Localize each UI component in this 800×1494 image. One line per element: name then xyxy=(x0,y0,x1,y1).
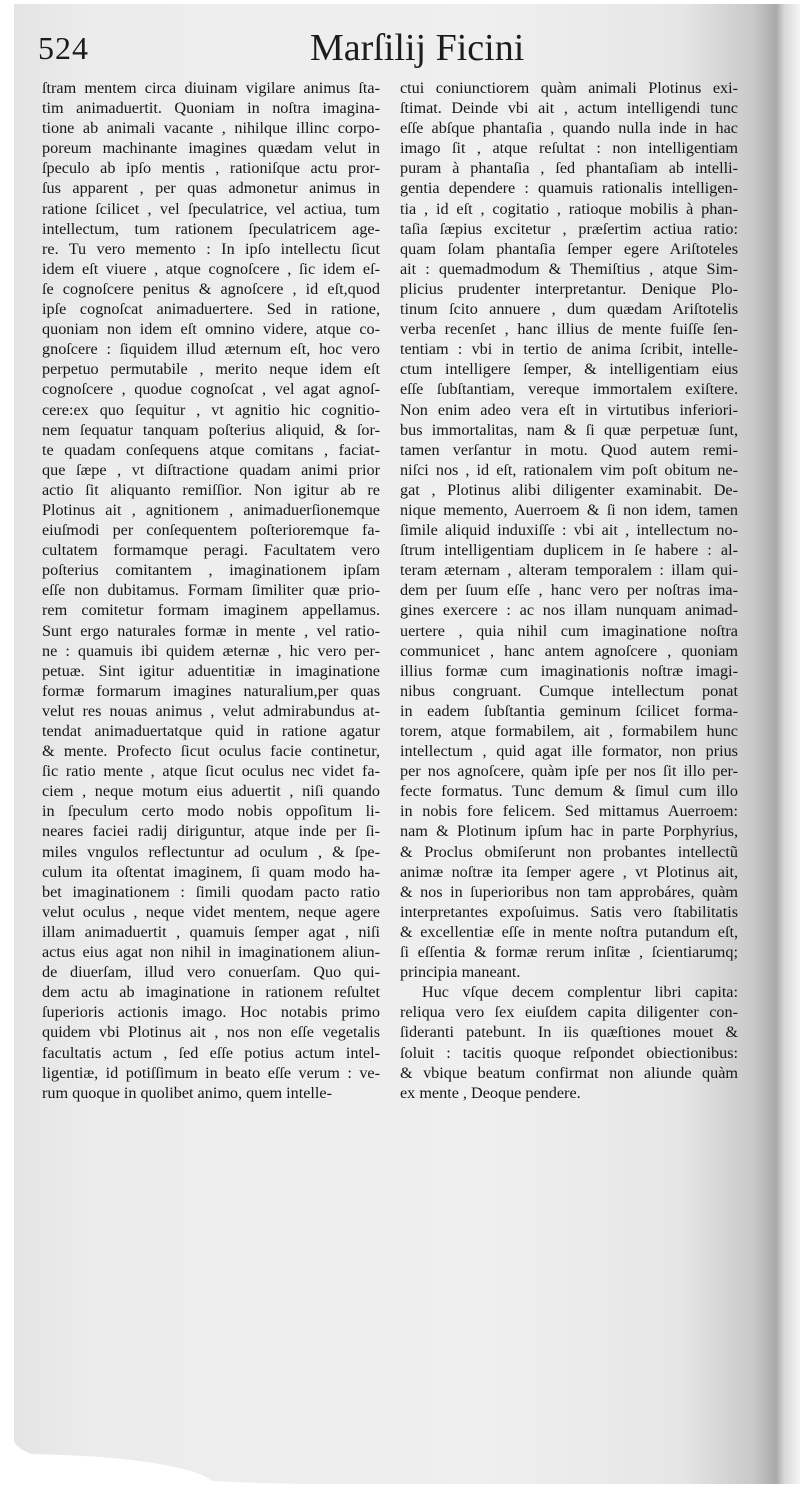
text-line: perpetuo permutabile , merito neque idem eſt xyxy=(42,360,380,379)
text-line: illius formæ cum imaginationis noſtræ imagi- xyxy=(400,661,738,680)
text-line: velut res nouas animus , velut admirabundus at- xyxy=(42,701,380,720)
text-line: velut oculus , neque videt mentem, neque agere xyxy=(42,902,380,921)
text-line: eſſe abſque phantaſia , quando nulla inde in hac xyxy=(400,119,738,138)
text-line: quidem vbi Plotinus ait , nos non eſſe vegetalis xyxy=(42,1023,380,1042)
text-line: Non enim adeo vera eſt in virtutibus inferiori- xyxy=(400,400,738,419)
text-line: bet imaginationem : ſimili quodam pacto ratio xyxy=(42,882,380,901)
text-line: neares faciei radij diriguntur, atque inde per ſi- xyxy=(42,822,380,841)
text-line: ctum intelligere ſemper, & intelligentiam eius xyxy=(400,360,738,379)
text-line: ſus apparent , per quas admonetur animus in xyxy=(42,179,380,198)
text-line: ratione ſcilicet , vel ſpeculatrice, vel actiua, tum xyxy=(42,199,380,218)
text-line: rum quoque in quolibet animo, quem intelle- xyxy=(42,1083,332,1102)
page-header xyxy=(0,22,800,72)
page-number: 524 xyxy=(38,30,89,66)
text-line: & mente. Profecto ſicut oculus facie continetur, xyxy=(42,742,380,761)
text-line: interpretantes expoſuimus. Satis vero ſtabilitatis xyxy=(400,902,738,921)
text-line: actus eius agat non nihil in imaginationem aliun- xyxy=(42,943,380,962)
text-line: intellectum , quid agat ille formator, non prius xyxy=(400,742,738,761)
text-line: de diuerſam, illud vero conuerſam. Quo qui- xyxy=(42,963,380,982)
text-line: tamen verſantur in motu. Quod autem remi- xyxy=(400,440,738,459)
text-line: & nos in ſuperioribus non tam approbáres, quàm xyxy=(400,882,738,901)
text-line: imago ſit , atque reſultat : non intelligentiam xyxy=(400,139,738,158)
text-line: puram à phantaſia , ſed phantaſiam ab intelli- xyxy=(400,159,738,178)
text-line: ciem , neque motum eius aduertit , niſi quando xyxy=(42,782,380,801)
text-line: principia maneant. xyxy=(400,963,521,982)
torn-page-edge xyxy=(14,1454,214,1494)
text-line: ſtimat. Deinde vbi ait , actum intelligendi tunc xyxy=(400,99,738,118)
text-line: miles vngulos reflectuntur ad oculum , & ſpe- xyxy=(42,842,380,861)
text-line: & excellentiæ eſſe in mente noſtra putandum eſt, xyxy=(400,922,738,941)
text-line: ſpeculo ab ipſo mentis , rationiſque actu pror- xyxy=(42,159,380,178)
text-line: plicius prudenter interpretantur. Denique Plo- xyxy=(400,279,738,298)
text-line: ſic ratio mente , atque ſicut oculus nec videt fa- xyxy=(42,762,380,781)
text-line: in ſpeculum certo modo nobis oppoſitum li- xyxy=(42,802,380,821)
text-line: in eadem ſubſtantia geminum ſcilicet forma- xyxy=(400,701,738,720)
text-line: tia , id eſt , cogitatio , ratioque mobilis à phan- xyxy=(400,199,738,218)
text-line: fecte formatus. Tunc demum & ſimul cum illo xyxy=(400,782,738,801)
text-line: ſtram mentem circa diuinam vigilare animus ſta- xyxy=(42,79,380,97)
text-line: formæ formarum imagines naturalium,per quas xyxy=(42,681,380,700)
text-line: te quadam conſequens atque comitans , faciat- xyxy=(42,440,380,459)
text-line: tentiam : vbi in tertio de anima ſcribit, intelle- xyxy=(400,340,738,359)
text-line: uertere , quia nihil cum imaginatione noſtra xyxy=(400,621,738,640)
text-line: poſterius comitantem , imaginationem ipſam xyxy=(42,561,380,580)
text-line: cere:ex quo ſequitur , vt agnitio hic cognitio- xyxy=(42,400,380,419)
text-line: torem, atque formabilem, ait , formabilem hunc xyxy=(400,722,738,740)
text-line: gines exercere : ac nos illam nunquam animad- xyxy=(400,601,738,620)
text-line: actio ſit aliquanto remiſſior. Non igitur ab re xyxy=(42,480,380,499)
text-line: intellectum, tum rationem ſpeculatricem age- xyxy=(42,219,380,238)
text-line: tinum ſcito annuere , dum quædam Ariſtotelis xyxy=(400,300,738,319)
text-line: ſoluit : tacitis quoque reſpondet obiectionibus: xyxy=(400,1043,738,1062)
text-line: animæ noſtræ ita ſemper agere , vt Plotinus ait, xyxy=(400,862,738,881)
text-line: tim animaduertit. Quoniam in noſtra imagina- xyxy=(42,99,380,118)
running-title: Marſilij Ficini xyxy=(310,27,525,69)
text-line: verba recenſet , hanc illius de mente fuiſſe ſen- xyxy=(400,320,738,339)
text-line: nibus congruant. Cumque intellectum ponat xyxy=(400,681,738,700)
text-line: gentia dependere : quamuis rationalis intelligen- xyxy=(400,179,738,198)
text-line: gat , Plotinus alibi diligenter examinabit. De- xyxy=(400,480,738,499)
text-line: ipſe cognoſcat animaduertere. Sed in ratione, xyxy=(42,300,380,319)
text-line: ligentiæ, id potiſſimum in beato eſſe verum : ve- xyxy=(42,1063,380,1082)
text-line: rem comitetur formam imaginem appellamus. xyxy=(42,601,380,620)
text-line: illam animaduertit , quamuis ſemper agat , niſi xyxy=(42,922,380,941)
text-line: eiuſmodi per conſequentem poſterioremque fa- xyxy=(42,521,380,540)
text-line: que ſæpe , vt diſtractione quadam animi prior xyxy=(42,460,380,479)
text-line: culum ita oſtentat imaginem, ſi quam modo ha- xyxy=(42,862,380,881)
right-text-column xyxy=(400,78,738,1103)
left-text-column xyxy=(42,78,380,1103)
text-line: ctui coniunctiorem quàm animali Plotinus exi- xyxy=(400,79,738,97)
text-line: taſia ſæpius excitetur , præſertim actiua ratio: xyxy=(400,219,738,238)
text-line: quam ſolam phantaſia ſemper egere Ariſtoteles xyxy=(400,239,738,258)
text-line: dem actu ab imaginatione in rationem reſultet xyxy=(42,983,380,1002)
text-line: ſi eſſentia & formæ rerum inſitæ , ſcientiarumq; xyxy=(400,943,738,962)
text-line: facultatis actum , ſed eſſe potius actum intel- xyxy=(42,1043,380,1062)
text-line: reliqua vero ſex eiuſdem capita diligenter con- xyxy=(400,1003,738,1022)
text-line: eſſe non dubitamus. Formam ſimiliter quæ prio- xyxy=(42,581,380,600)
text-line: Sunt ergo naturales formæ in mente , vel ratio- xyxy=(42,621,380,640)
text-line: ne : quamuis ibi quidem æternæ , hic vero per- xyxy=(42,641,380,660)
text-line: ex mente , Deoque pendere. xyxy=(400,1083,581,1102)
text-line: poreum machinante imagines quædam velut in xyxy=(42,139,380,158)
text-line: cognoſcere , quodue cognoſcat , vel agat agnoſ- xyxy=(42,380,380,399)
text-line: gnoſcere : ſiquidem illud æternum eſt, hoc vero xyxy=(42,340,380,359)
text-line: eſſe ſubſtantiam, vereque immortalem exiſtere. xyxy=(400,380,738,399)
text-line: ſimile aliquid induxiſſe : vbi ait , intellectum no- xyxy=(400,521,738,540)
text-line: teram æternam , alteram temporalem : illam qui- xyxy=(400,561,738,580)
text-line: ſuperioris actionis imago. Hoc notabis primo xyxy=(42,1003,380,1022)
text-line: & vbique beatum confirmat non aliunde quàm xyxy=(400,1063,738,1082)
text-line: idem eſt viuere , atque cognoſcere , ſic idem eſ- xyxy=(42,259,380,278)
text-line: & Proclus obmiſerunt non probantes intellectũ xyxy=(400,842,738,861)
text-line: tione ab animali vacante , nihilque illinc corpo- xyxy=(42,119,380,138)
text-line: niſci nos , id eſt, rationalem vim poſt obitum ne- xyxy=(400,460,738,479)
text-line: ſtrum intelligentiam duplicem in ſe habere : al- xyxy=(400,541,738,560)
text-line: communicet , hanc antem agnoſcere , quoniam xyxy=(400,641,738,660)
text-line: nem ſequatur tanquam poſterius aliquid, & ſor- xyxy=(42,420,380,439)
text-line: petuæ. Sint igitur aduentitiæ in imaginatione xyxy=(42,661,380,680)
text-line: tendat animaduertatque quid in ratione agatur xyxy=(42,722,380,740)
text-line: per nos agnoſcere, quàm ipſe per nos ſit illo per- xyxy=(400,762,738,781)
text-line: nique memento, Auerroem & ſi non idem, tamen xyxy=(400,500,738,519)
text-line: ſe cognoſcere penitus & agnoſcere , id eſt,quod xyxy=(42,279,380,298)
text-line: in nobis fore felicem. Sed mittamus Auerroem: xyxy=(400,802,738,821)
text-line: re. Tu vero memento : In ipſo intellectu ſicut xyxy=(42,239,380,258)
text-line: ait : quemadmodum & Themiſtius , atque Sim- xyxy=(400,259,738,278)
text-line: quoniam non idem eſt omnino videre, atque co- xyxy=(42,320,380,339)
text-line: cultatem formamque peragi. Facultatem vero xyxy=(42,541,380,560)
text-line: Huc vſque decem complentur libri capita: xyxy=(422,983,738,1002)
text-line: bus immortalitas, nam & ſi quæ perpetuæ ſunt, xyxy=(400,420,738,439)
text-line: ſideranti patebunt. In iis quæſtiones mouet & xyxy=(400,1023,738,1042)
text-line: dem per ſuum eſſe , hanc vero per noſtras ima- xyxy=(400,581,738,600)
text-line: nam & Plotinum ipſum hac in parte Porphyrius, xyxy=(400,822,738,841)
text-line: Plotinus ait , agnitionem , animaduerſionemque xyxy=(42,500,380,519)
